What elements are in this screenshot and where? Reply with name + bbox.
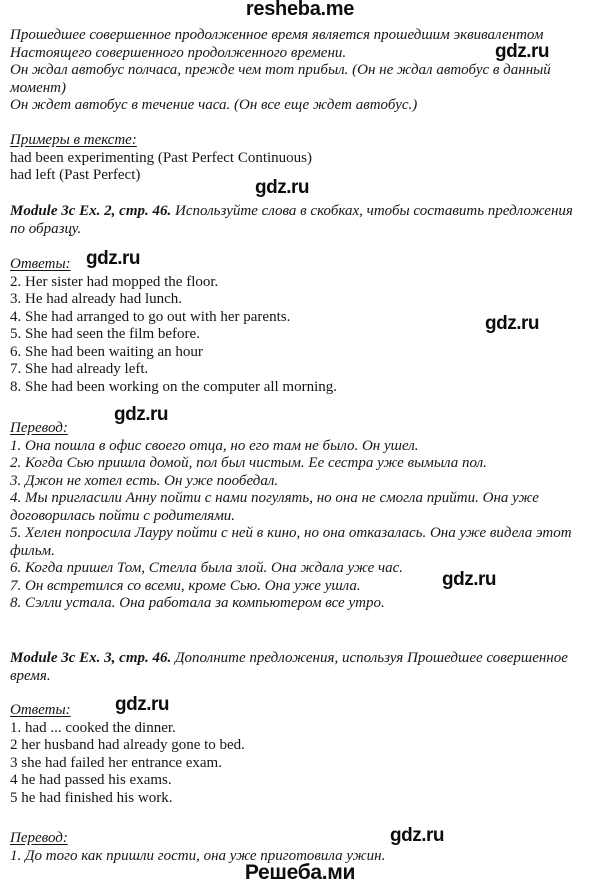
answers-heading: Ответы: [10,256,71,272]
gdz-watermark: gdz.ru [114,404,168,425]
gdz-watermark: gdz.ru [442,569,496,590]
answer-item: 3 she had failed her entrance exam. [10,754,222,771]
translation-item: 8. Сэлли устала. Она работала за компьютером все утро. [10,595,385,611]
gdz-watermark: gdz.ru [115,694,169,715]
gdz-watermark: gdz.ru [390,825,444,846]
gdz-watermark: gdz.ru [86,248,140,269]
examples-heading: Примеры в тексте: [10,132,137,148]
translation-heading: Перевод: [10,830,68,846]
ex2-translation-section [10,420,588,613]
example-item: had been experimenting (Past Perfect Continuous) [10,149,313,166]
translation-item: 1. До того как пришли гости, она уже приготовила ужин. [10,847,386,864]
gdz-watermark: gdz.ru [495,41,549,62]
answer-item: 5. She had seen the film before. [10,326,200,342]
answer-item: 3. He had already had lunch. [10,291,183,307]
translation-item: 7. Он встретился со всеми, кроме Сью. Она уже ушла. [10,577,361,594]
intro-paragraph: Он ждал автобус полчаса, прежде чем тот прибыл. (Он не ждал автобус в данный момент) [10,62,551,96]
examples-section [10,132,588,185]
translation-item: 6. Когда пришел Том, Стелла была злой. Она ждала уже час. [10,560,404,576]
translation-item: 4. Мы пригласили Анну пойти с нами погулять, но она не смогла прийти. Она уже договорилась пойти с родителями. [10,490,539,524]
answer-item: 1. had ... cooked the dinner. [10,719,176,736]
ex3-heading [10,650,588,685]
answer-item: 8. She had been working on the computer all morning. [10,378,338,395]
translation-item: 1. Она пошла в офис своего отца, но его там не было. Он ушел. [10,437,419,454]
intro-paragraph: Он ждет автобус в течение часа. (Он все еще ждет автобус.) [10,97,418,113]
ex2-title: Module 3c Ex. 2, стр. 46. [10,203,172,219]
ex2-task: Используйте слова в скобках, чтобы составить предложения по образцу. [10,203,573,237]
translation-heading: Перевод: [10,420,68,436]
answer-item: 2 her husband had already gone to bed. [10,737,245,753]
site-header-brand: resheba.me [245,0,355,20]
answer-item: 2. Her sister had mopped the floor. [10,273,219,290]
answer-item: 4 he had passed his exams. [10,772,172,788]
gdz-watermark: gdz.ru [485,313,539,334]
site-footer-brand: Решеба.ми [244,861,356,884]
answer-item: 6. She had been waiting an hour [10,343,203,360]
ex3-answers-section [10,702,588,807]
ex3-title: Module 3c Ex. 3, стр. 46. [10,650,172,666]
answer-item: 7. She had already left. [10,361,149,377]
translation-item: 2. Когда Сью пришла домой, пол был чистым. Ее сестра уже вымыла пол. [10,455,487,471]
ex3-task: Дополните предложения, используя Прошедшее совершенное время. [10,650,568,684]
ex3-translation-section [10,830,588,865]
translation-item: 5. Хелен попросила Лауру пойти с ней в кино, но она отказалась. Она уже видела этот фильм. [10,525,572,559]
answer-item: 5 he had finished his work. [10,789,173,806]
translation-item: 3. Джон не хотел есть. Он уже пообедал. [10,472,279,489]
answers-heading: Ответы: [10,702,71,718]
intro-paragraph: Прошедшее совершенное продолженное время является прошедшим эквивалентом Настоящего совершенного продолженного времени. [10,27,544,61]
example-item: had left (Past Perfect) [10,167,141,183]
answer-item: 4. She had arranged to go out with her parents. [10,308,291,325]
ex2-heading [10,203,588,238]
gdz-watermark: gdz.ru [255,177,309,198]
intro-section [10,27,588,115]
ex2-answers-section [10,256,588,396]
